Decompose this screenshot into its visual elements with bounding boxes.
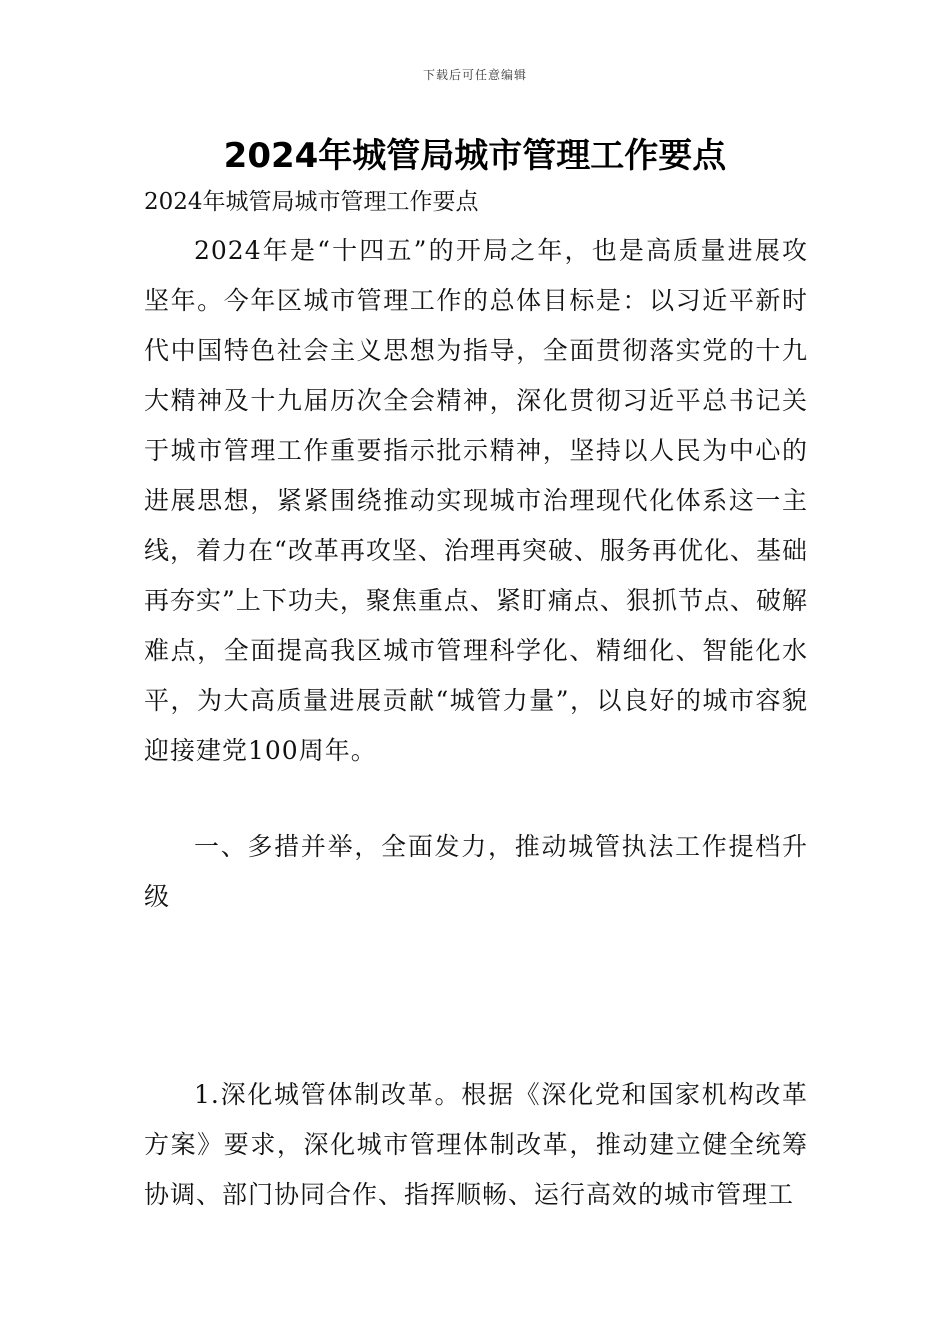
intro-paragraph: 2024年是“十四五”的开局之年，也是高质量进展攻坚年。今年区城市管理工作的总体目标是：以习近平新时代中国特色社会主义思想为指导，全面贯彻落实党的十九大精神及十九届历次全会精神，深化贯彻习近平总书记关于城市管理工作重要指示批示精神，坚持以人民为中心的进展思想，紧紧围绕推动实现城市治理现代化体系这一主线，着力在“改革再攻坚、治理再突破、服务再优化、基础再夯实”上下功夫，聚焦重点、紧盯痛点、狠抓节点、破解难点，全面提高我区城市管理科学化、精细化、智能化水平，为大高质量进展贡献“城管力量”，以良好的城市容貌迎接建党100周年。 bbox=[144, 236, 808, 765]
document-subtitle: 2024年城管局城市管理工作要点 bbox=[144, 189, 479, 215]
document-title: 2024年城管局城市管理工作要点 bbox=[223, 136, 727, 176]
section-heading: 一、多措并举，全面发力，推动城管执法工作提档升级 bbox=[144, 832, 808, 911]
item-paragraph-1: 1.深化城管体制改革。根据《深化党和国家机构改革方案》要求，深化城市管理体制改革，推动建立健全统筹协调、部门协同合作、指挥顺畅、运行高效的城市管理工 bbox=[144, 1080, 808, 1209]
header-note: 下载后可任意编辑 bbox=[422, 68, 527, 82]
